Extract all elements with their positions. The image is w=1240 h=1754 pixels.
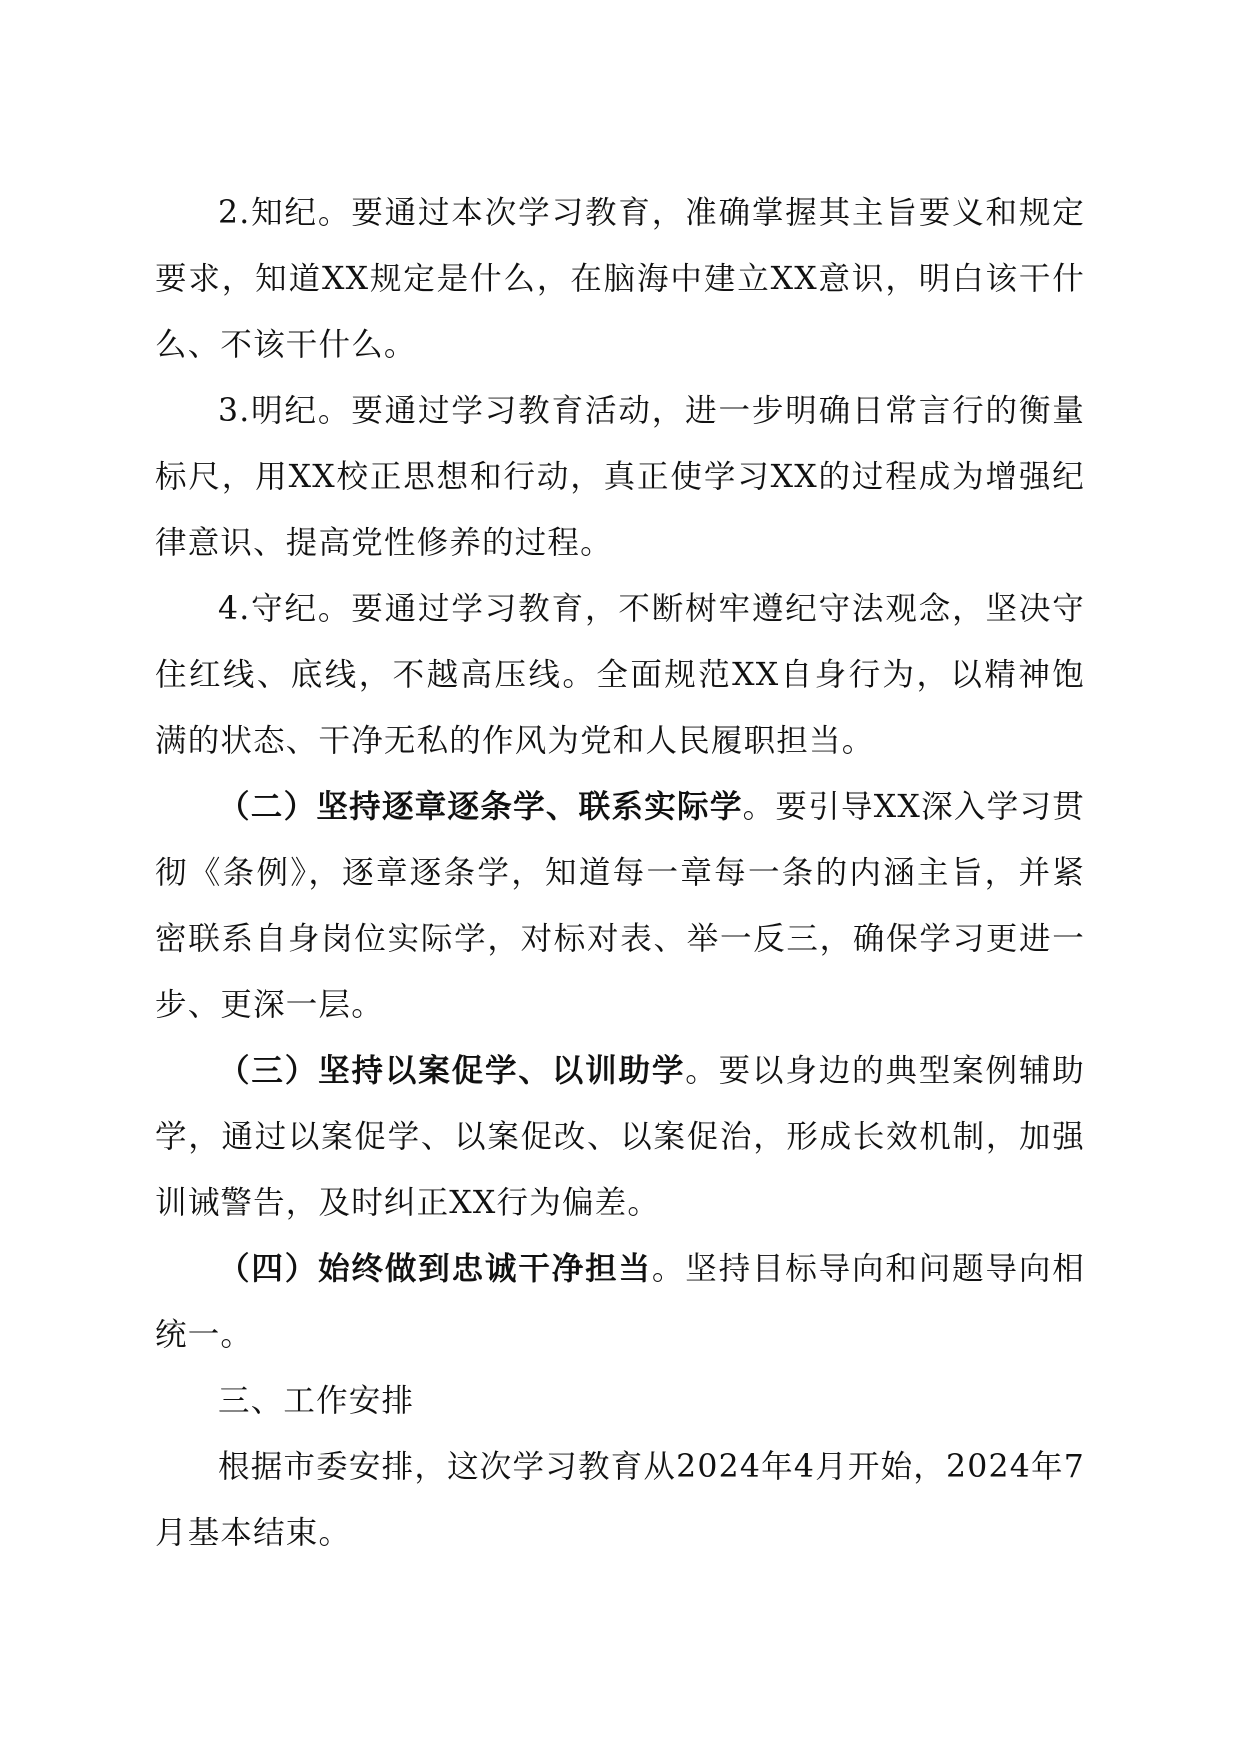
paragraph-shouji [155,576,1085,774]
paragraph-text: 。要以身边的典型案例辅助学，通过以案促学、以案促改、以案促治，形成长效机制，加强训诫警告，及时纠正XX行为偏差。 [155,1053,1085,1221]
paragraph-zhiji [155,180,1085,378]
paragraph-text: 。要引导XX深入学习贯彻《条例》，逐章逐条学，知道每一章每一条的内涵主旨，并紧密联系自身岗位实际学，对标对表、举一反三，确保学习更进一步、更深一层。 [155,789,1085,1023]
paragraph-item-3 [155,1038,1085,1236]
paragraph-bold-lead: （四）始终做到忠诚干净担当 [218,1251,652,1287]
paragraph-text: 。坚持目标导向和问题导向相统一。 [155,1251,1085,1353]
paragraph-text: 2.知纪。要通过本次学习教育，准确掌握其主旨要义和规定要求，知道XX规定是什么，在脑海中建立XX意识，明白该干什么、不该干什么。 [155,195,1085,363]
paragraph-mingji [155,378,1085,576]
paragraph-bold-lead: （三）坚持以案促学、以训助学 [218,1053,686,1089]
paragraph-text: 根据市委安排，这次学习教育从2024年4月开始，2024年7月基本结束。 [155,1449,1085,1551]
paragraph-text: 3.明纪。要通过学习教育活动，进一步明确日常言行的衡量标尺，用XX校正思想和行动，真正使学习XX的过程成为增强纪律意识、提高党性修养的过程。 [155,393,1085,561]
paragraph-text: 4.守纪。要通过学习教育，不断树牢遵纪守法观念，坚决守住红线、底线，不越高压线。全面规范XX自身行为，以精神饱满的状态、干净无私的作风为党和人民履职担当。 [155,591,1085,759]
section-heading: 三、工作安排 [218,1383,415,1419]
paragraph-closing [155,1434,1085,1566]
paragraph-item-4 [155,1236,1085,1368]
document-body [155,180,1085,1566]
paragraph-item-2 [155,774,1085,1038]
paragraph-bold-lead: （二）坚持逐章逐条学、联系实际学 [218,789,743,825]
